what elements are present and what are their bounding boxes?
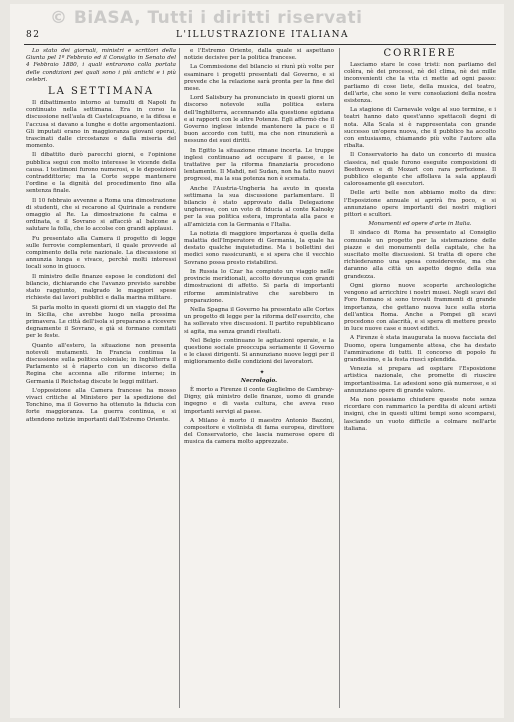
paragraph: Anche l'Austria-Ungheria ha avuto in questa settimana la sua discussione parlamentare. Il bilancio è stato approvato dalla Delegazione ungherese, con un voto di fiducia al conte Kalnoky per la sua politica estera, improntata alla pace e all'amicizia con la Germania e l'Italia. bbox=[184, 185, 334, 228]
paragraph: In Russia lo Czar ha compiuto un viaggio nelle provincie meridionali, accolto dovunque con grandi dimostrazioni di affetto. Si parla di importanti riforme amministrative che sarebbero in preparazione. bbox=[184, 268, 334, 304]
paragraph: La Commissione del bilancio si riunì più volte per esaminare i progetti presentati dal Governo, e si prevede che la relazione sarà pronta per la fine del mese. bbox=[184, 64, 334, 93]
section-title-settimana: LA SETTIMANA bbox=[47, 86, 155, 98]
column-left bbox=[26, 48, 176, 708]
journal-title: L'ILLUSTRAZIONE ITALIANA bbox=[176, 30, 349, 40]
column-middle bbox=[184, 48, 334, 708]
paragraph: Lasciamo stare le cose tristi: non parliamo del colèra, nè dei processi, nè del clima, nè dei mille inconvenienti che la vita ci mette ad ogni passo: parliamo di cose liete, della musica, del teatro, dell'arte, che sono le vere consolazioni della nostra esistenza. bbox=[344, 62, 496, 105]
paragraph: Quanto all'estero, la situazione non presenta notevoli mutamenti. In Francia continua la discussione sulla politica coloniale; in Inghilterra il Parlamento si è riaperto con un discorso della Regina che accenna alle riforme interne; in Germania il Reichstag discute le leggi militari. bbox=[26, 342, 176, 385]
paragraph: Il Conservatorio ha dato un concerto di musica classica, nel quale furono eseguite composizioni di Beethoven e di Mozart con rara perfezione. Il pubblico elegante che affollava la sala applaudì calorosamente gli esecutori. bbox=[344, 152, 496, 188]
paragraph: Delle arti belle non abbiamo molto da dire: l'Esposizione annuale si aprirà fra poco, e si annunziano opere importanti dei nostri migliori pittori e scultori. bbox=[344, 190, 496, 219]
paragraph: In Egitto la situazione rimane incerta. Le truppe inglesi continuano ad occupare il paese, e le trattative per la riforma finanziaria procedono lentamente. Il Mahdi, nel Sudan, non ha fatto nuovi progressi, ma la sua potenza non è scemata. bbox=[184, 147, 334, 183]
paragraph: Lord Salisbury ha pronunciato in questi giorni un discorso notevole sulla politica estera dell'Inghilterra, accennando alla questione egiziana e ai rapporti con le altre Potenze. Egli affermò che il Governo inglese intende mantenere la pace e il buon accordo con tutti, ma che non rinunzierà a nessuno dei suoi diritti. bbox=[184, 95, 334, 145]
header-rule bbox=[24, 44, 496, 45]
paragraph: L'opposizione alla Camera francese ha mosso vivaci critiche al Ministero per la spedizione del Tonchino, ma il Governo ha ottenuto la fiducia con forte maggioranza. La guerra continua, e si attendono notizie importanti dall'Estremo Oriente. bbox=[26, 387, 176, 423]
section-title-corriere: CORRIERE bbox=[383, 48, 457, 59]
paragraph: Nella Spagna il Governo ha presentato alle Cortes un progetto di legge per la riforma dell'esercito, che ha sollevato vive discussioni. Il partito repubblicano si agita, ma senza grandi risultati. bbox=[184, 306, 334, 335]
continued-body bbox=[184, 48, 334, 367]
paragraph: Il 10 febbraio avvenne a Roma una dimostrazione di studenti, che si recarono al Quirinale a rendere omaggio al Re. La dimostrazione fu calma e ordinata, e il Sovrano si affacciò al balcone a salutare la folla, che lo accolse con grandi applausi. bbox=[26, 197, 176, 233]
page-header bbox=[26, 30, 496, 42]
paragraph: La notizia di maggiore importanza è quella della malattia dell'Imperatore di Germania, la quale ha destato qualche inquietudine. Ma i bollettini dei medici sono rassicuranti, e si spera che il vecchio Sovrano possa presto ristabilirsi. bbox=[184, 230, 334, 266]
subhead-monumenti: Monumenti ed opere d'arte in Italia. bbox=[368, 221, 472, 228]
paragraph: Fu presentato alla Camera il progetto di legge sulle ferrovie complementari, il quale provvede al compimento della rete nazionale. La discussione si annunzia lunga e vivace, perchè molti interessi locali sono in giuoco. bbox=[26, 235, 176, 271]
column-right bbox=[344, 48, 496, 708]
paragraph: Il sindaco di Roma ha presentato al Consiglio comunale un progetto per la sistemazione delle piazze e dei monumenti della capitale, che ha suscitato molte discussioni. Si tratta di opere che richiederanno una spesa considerevole, ma che daranno alla città un aspetto degno della sua grandezza. bbox=[344, 230, 496, 280]
paragraph: È morto a Firenze il conte Guglielmo de Cambray-Digny, già ministro delle finanze, uomo di grande ingegno e di vasta cultura, che aveva reso importanti servigi al paese. bbox=[184, 386, 334, 415]
paragraph: La stagione di Carnevale volge al suo termine, e i teatri hanno dato quest'anno spettacoli degni di nota. Alla Scala si è rappresentata con grande successo un'opera nuova, che il pubblico ha accolto con entusiasmo, chiamando più volte l'autore alla ribalta. bbox=[344, 107, 496, 150]
paragraph: Ma non possiamo chiudere queste note senza ricordare con rammarico la perdita di alcuni artisti insigni, che in questi ultimi tempi sono scomparsi, lasciando un vuoto difficile a colmare nell'arte italiana. bbox=[344, 396, 496, 432]
intro-note: Lo stato dei giornali, ministri e scrittori della Giunta pel 1º Febbraio ed il Consiglio in Senato del 4 Febbraio 1880, i quali entrarono colla portata delle condizioni pei quali sono i più antichi e i più celebri. bbox=[26, 48, 176, 83]
paragraph: Il dibattimento intorno ai tumulti di Napoli fu continuato nella settimana. Era in corso la discussione nell'aula di Castelcapuano, e la difesa e l'accusa si davano a lunghe e dotte argomentazioni. Gli imputati erano in maggioranza giovani operai, trascinati dalle circostanze e dalla miseria del momento. bbox=[26, 100, 176, 150]
ornament: ✦ bbox=[259, 368, 265, 376]
column-divider bbox=[179, 48, 180, 708]
paragraph: Il ministro delle finanze espose le condizioni del bilancio, dichiarando che l'avanzo previsto sarebbe stato raggiunto, malgrado le maggiori spese richieste dai lavori pubblici e dalla marina militare. bbox=[26, 273, 176, 302]
paragraph: e l'Estremo Oriente, dalla quale si aspettano notizie decisive per la politica francese. bbox=[184, 48, 334, 62]
watermark: © BiASA, Tutti i diritti riservati bbox=[50, 8, 363, 28]
paragraph: Venezia si prepara ad ospitare l'Esposizione artistica nazionale, che promette di riuscire importantissima. Le adesioni sono già numerose, e si annunziano opere di grande valore. bbox=[344, 366, 496, 394]
paragraph: Il dibattito durò parecchi giorni, e l'opinione pubblica segui con molto interesse le vicende della causa. I testimoni furono numerosi, e le deposizioni contraddittorie; ma la Corte seppe mantenere l'ordine e la dignità del procedimento fino alla sentenza finale. bbox=[26, 152, 176, 195]
settimana-body bbox=[26, 100, 176, 424]
paragraph: A Milano è morto il maestro Antonio Bazzini, compositore e violinista di fama europea, direttore del Conservatorio, che lascia numerose opere di musica da camera molto apprezzate. bbox=[184, 417, 334, 446]
monumenti-body bbox=[344, 230, 496, 432]
corriere-body bbox=[344, 62, 496, 219]
paragraph: A Firenze è stata inaugurata la nuova facciata del Duomo, opera lungamente attesa, che ha destato l'ammirazione di tutti. Il concorso di popolo fu grandissimo, e la festa riuscì splendida. bbox=[344, 335, 496, 363]
page-number: 82 bbox=[26, 30, 41, 40]
column-divider bbox=[339, 48, 340, 708]
paragraph: Nel Belgio continuano le agitazioni operaie, e la questione sociale preoccupa seriamente il Governo e le classi dirigenti. Si annunziano nuove leggi per il miglioramento delle condizioni dei lavoratori. bbox=[184, 337, 334, 366]
necrology-title: Necrologio. bbox=[240, 377, 278, 384]
paragraph: Si parla molto in questi giorni di un viaggio del Re in Sicilia, che avrebbe luogo nella prossima primavera. Le città dell'isola si preparano a ricevere degnamente il Sovrano, e già si formano comitati per le feste. bbox=[26, 304, 176, 340]
paragraph: Ogni giorno nuove scoperte archeologiche vengono ad arricchire i nostri musei. Negli scavi del Foro Romano si sono trovati frammenti di grande importanza, che gettano nuova luce sulla storia dell'antica Roma. Anche a Pompei gli scavi procedono con alacrità, e si spera di mettere presto in luce nuove case e nuovi edifici. bbox=[344, 282, 496, 333]
necrology-body bbox=[184, 387, 334, 447]
